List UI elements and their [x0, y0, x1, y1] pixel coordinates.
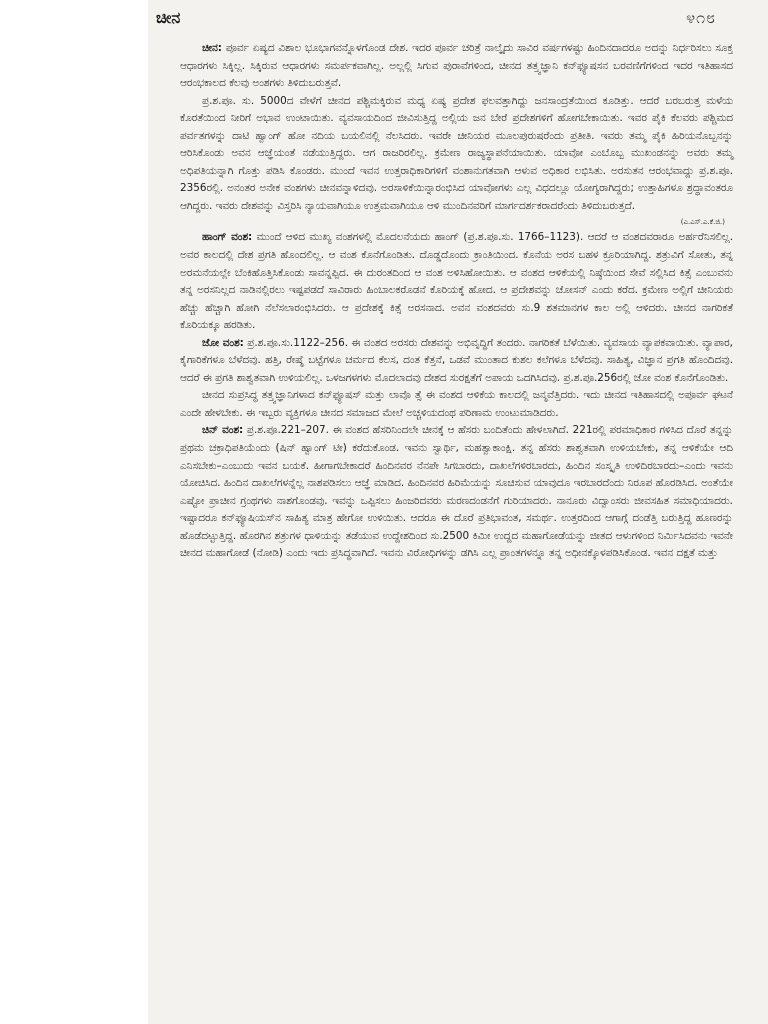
paragraph-origins — [180, 93, 733, 216]
running-head: ಚೀನ — [156, 8, 181, 27]
paragraph-text: ಪ್ರ.ಶ.ಪೂ.ಸು.1122–256. ಈ ವಂಶದ ಅರಸರು ದೇಶವನ್ನು ಅಭಿವೃದ್ಧಿಗೆ ತಂದರು. ನಾಗರಿಕತೆ ಬೆಳೆಯಿತು. ವ್ಯವಸಾಯ ವ್ಯಾಪಕವಾಯಿತು. ವ್ಯಾಪಾರ, ಕೈಗಾರಿಕೆಗಳೂ ಬೆಳೆದವು. ಹತ್ತಿ, ರೇಷ್ಮೆ ಬಟ್ಟೆಗಳೂ ಚರ್ಮದ ಕೆಲಸ, ದಂತ ಕೆತ್ತನೆ, ಒಡವೆ ಮುಂತಾದ ಕುಶಲ ಕಲೆಗಳೂ ಬೆಳೆದವು. ಸಾಹಿತ್ಯ, ವಿಜ್ಞಾನ ಪ್ರಗತಿ ಹೊಂದಿದವು. ಆದರೆ ಈ ಪ್ರಗತಿ ಶಾಶ್ವತವಾಗಿ ಉಳಿಯಲಿಲ್ಲ. ಒಳಜಗಳಗಳು ಮೊದಲಾದವು ದೇಶದ ಸುರಕ್ಷತೆಗೆ ಅಪಾಯ ಒದಗಿಸಿದವು. ಪ್ರ.ಶ.ಪೂ.256ರಲ್ಲಿ ಜೋ ವಂಶ ಕೊನೆಗೊಂಡಿತು. — [180, 336, 733, 384]
paragraph-text: ಪ್ರ.ಶ.ಪೂ. ಸು. 5000ದ ವೇಳೆಗೆ ಚೀನದ ಪಶ್ಚಿಮಕ್ಕಿರುವ ಮಧ್ಯ ಏಷ್ಯ ಪ್ರದೇಶ ಫಲವತ್ತಾಗಿದ್ದು ಜನಸಾಂದ್ರತೆಯಿಂದ ಕೂಡಿತ್ತು. ಆದರೆ ಬರಬರುತ್ತ ಮಳೆಯ ಕೊರತೆಯಿಂದ ನೀರಿಗೆ ಅಭಾವ ಉಂಟಾಯಿತು. ವ್ಯವಸಾಯದಿಂದ ಜೀವಿಸುತ್ತಿದ್ದ ಅಲ್ಲಿಯ ಜನ ಬೇರೆ ಪ್ರದೇಶಗಳಿಗೆ ಹೋಗಬೇಕಾಯಿತು. ಇವರ ಪೈಕಿ ಕೆಲವರು ಪಶ್ಚಿಮದ ಪರ್ವತಗಳನ್ನು ದಾಟಿ ಹ್ವಾಂಗ್ ಹೋ ನದಿಯ ಬಯಲಿನಲ್ಲಿ ನೆಲಸಿದರು. ಇವರೇ ಚೀನಿಯರ ಮೂಲಪುರುಷರೆಂದು ಪ್ರತೀತಿ. ಇವರು ತಮ್ಮ ಪೈಕಿ ಹಿರಿಯನೊಬ್ಬನನ್ನು ಆರಿಸಿಕೊಂಡು ಅವನ ಆಜ್ಞೆಯಂತೆ ನಡೆಯುತ್ತಿದ್ದರು. ಆಗ ರಾಜರಿರಲಿಲ್ಲ. ಕ್ರಮೇಣ ರಾಜ್ಯಸ್ಥಾಪನೆಯಾಯಿತು. ಯಾವೋ ಎಂಬೊಬ್ಬ ಮುಖಂಡನನ್ನು ಅವರು ತಮ್ಮ ಅಧಿಪತಿಯನ್ನಾಗಿ ಗೊತ್ತು ಪಡಿಸಿ ಕೊಂಡರು. ಮುಂದೆ ಇವನ ಉತ್ತರಾಧಿಕಾರಿಗಳಿಗೆ ವಂಶಾನುಗತವಾಗಿ ಆಳುವ ಅಧಿಕಾರ ಲಭಿಸಿತು. ಅರಸುತನ ಆರಂಭವಾದ್ದು ಪ್ರ.ಶ.ಪೂ. 2356ರಲ್ಲಿ. ಅನಂತರ ಅನೇಕ ವಂಶಗಳು ಚೀನವನ್ನಾಳಿದವು. ಅರಸಾಳಿಕೆಯಿನ್ನಾರಂಭಿಸಿದ ಯಾವೋಗಳು ಎಲ್ಲ ವಿಧದಲ್ಲೂ ಯೋಗ್ಯರಾಗಿದ್ದರು; ಉತ್ತಾಹಿಗಳೂ ಶ್ರದ್ಧಾವಂತರೂ ಆಗಿದ್ದರು. ಇವರು ದೇಶವನ್ನು ವಿಸ್ತರಿಸಿ ನ್ಯಾಯವಾಗಿಯೂ ಉತ್ತಮವಾಗಿಯೂ ಆಳಿ ಮುಂದಿನವರಿಗೆ ಮಾರ್ಗದರ್ಶಕರಾದರೆಂದು ತಿಳಿದುಬರುತ್ತದೆ. — [180, 94, 733, 212]
paragraph-hang-dynasty — [180, 229, 733, 334]
section-heading: ಹಾಂಗ್ ವಂಶ: — [202, 231, 253, 244]
section-heading: ಚೀನ: — [202, 42, 222, 54]
paragraph-intro — [180, 40, 733, 93]
section-heading: ಚಿನ್ ವಂಶ: — [202, 424, 244, 437]
paragraph-philosophers — [180, 387, 733, 422]
article-body — [180, 40, 733, 563]
paragraph-chin-dynasty — [180, 422, 733, 562]
paragraph-text: ಪೂರ್ವ ಏಷ್ಯದ ವಿಶಾಲ ಭೂಭಾಗವನ್ನೊಳಗೊಂಡ ದೇಶ. ಇದರ ಪೂರ್ವ ಚರಿತ್ರೆ ನಾಲ್ಕೈದು ಸಾವಿರ ವರ್ಷಗಳಷ್ಟು ಹಿಂದಿನದಾದರೂ ಅದನ್ನು ನಿರ್ಧರಿಸಲು ಸೂಕ್ತ ಆಧಾರಗಳು ಸಿಕ್ಕಿಲ್ಲ. ಸಿಕ್ಕಿರುವ ಆಧಾರಗಳು ಸಮರ್ಪಕವಾಗಿಲ್ಲ. ಅಲ್ಲಲ್ಲಿ ಸಿಗುವ ಪುರಾವೆಗಳಿಂದ, ಚೀನದ ತತ್ತ್ವಜ್ಞಾನಿ ಕನ್‌ಫ್ಯೂಷಸನ ಬರವಣಿಗೆಗಳಿಂದ ಇದರ ಇತಿಹಾಸದ ಆರಂಭಕಾಲದ ಕೆಲವು ಅಂಶಗಳು ತಿಳಿದುಬರುತ್ತವೆ. — [180, 42, 733, 90]
paragraph-text: ಚೀನದ ಸುಪ್ರಸಿದ್ಧ ತತ್ತ್ವಜ್ಞಾನಿಗಳಾದ ಕನ್‌ಫ್ಯೂಷಸ್ ಮತ್ತು ಲಾವೊ ತ್ಸೆ ಈ ವಂಶದ ಆಳಿಕೆಯ ಕಾಲದಲ್ಲಿ ಜನ್ಮವೆತ್ತಿದರು. ಇದು ಚೀನದ ಇತಿಹಾಸದಲ್ಲಿ ಅಪೂರ್ವ ಘಟನೆ ಎಂದೇ ಹೇಳಬೇಕು. ಈ ಇಬ್ಬರು ವ್ಯಕ್ತಿಗಳೂ ಚೀನದ ಸಮಾಜದ ಮೇಲೆ ಅಚ್ಚಳಿಯದಂಥ ಪರಿಣಾಮ ಉಂಟುಮಾಡಿದರು. — [180, 389, 733, 419]
paragraph-text: ಪ್ರ.ಶ.ಪೂ.221–207. ಈ ವಂಶದ ಹೆಸರಿನಿಂದಲೇ ಚೀನಕ್ಕೆ ಆ ಹೆಸರು ಬಂದಿತೆಂದು ಹೇಳಲಾಗಿದೆ. 221ರಲ್ಲಿ ಪರಮಾಧಿಕಾರ ಗಳಿಸಿದ ದೊರೆ ತನ್ನನ್ನು ಪ್ರಥಮ ಚಕ್ರಾಧಿಪತಿಯೆಂದು (ಷಿನ್ ಹ್ವಾಂಗ್ ಟೀ) ಕರೆದುಕೊಂಡ. ಇವನು ಸ್ವಾರ್ಥಿ, ಮಹತ್ವಾಕಾಂಕ್ಷಿ. ತನ್ನ ಹೆಸರು ಶಾಶ್ವತವಾಗಿ ಉಳಿಯಬೇಕು, ತನ್ನ ಆಳಿಕೆಯೇ ಆದಿ ಎನಿಸಬೇಕು–ಎಂಬುದು ಇವನ ಬಯಕೆ. ಹೀಗಾಗಬೇಕಾದರೆ ಹಿಂದಿನವರ ನೆನಪೇ ಸಿಗಬಾರದು, ದಾಖಲೆಗಳಿರಬಾರದು, ಹಿಂದಿನ ಸಂಸ್ಕೃತಿ ಉಳಿದಿರಬಾರದು–ಎಂದು ಇವನು ಯೋಚಿಸಿದ. ಹಿಂದಿನ ದಾಖಲೆಗಳನ್ನೆಲ್ಲ ನಾಶಪಡಿಸಲು ಆಜ್ಞೆ ಮಾಡಿದ. ಹಿಂದಿನವರ ಹಿರಿಮೆಯನ್ನು ಸೂಚಿಸುವ ಯಾವುದೂ ಇರಬಾರದೆಂದು ನಿರೂಪ ಹೊರಡಿಸಿದ. ಅಂತೆಯೇ ಎಷ್ಟೋ ಪ್ರಾಚೀನ ಗ್ರಂಥಗಳು ನಾಶಗೊಂಡವು. ಇವನ್ನು ಒಪ್ಪಿಸಲು ಹಿಂಜರಿದವರು ಮರಣದಂಡನೆಗೆ ಗುರಿಯಾದರು. ನಾನೂರು ವಿದ್ವಾಂಸರು ಜೀವಸಹಿತ ಸಮಾಧಿಯಾದರು. ಇಷ್ಟಾದರೂ ಕನ್‌ಫ್ಯೂಷಿಯಸ್‌ನ ಸಾಹಿತ್ಯ ಮಾತ್ರ ಹೇಗೋ ಉಳಿಯಿತು. ಆದರೂ ಈ ದೊರೆ ಪ್ರತಿಭಾವಂತ, ಸಮರ್ಥ. ಉತ್ತರದಿಂದ ಆಗಾಗ್ಗೆ ದಂಡೆತ್ತಿ ಬರುತ್ತಿದ್ದ ಹೂಣರನ್ನು ಹೊಡೆದಟ್ಟುತ್ತಿದ್ದ. ಹೊರಗಿನ ಶತ್ರುಗಳ ಧಾಳಿಯನ್ನು ತಡೆಯುವ ಉದ್ದೇಶದಿಂದ ಸು.2500 ಕಿಮೀ ಉದ್ದದ ಮಹಾಗೋಡೆಯನ್ನು ಜೀತದ ಆಳುಗಳಿಂದ ನಿರ್ಮಿಸಿದವನು ಇವನೇ ಚೀನದ ಮಹಾಗೋಡೆ (ನೋಡಿ) ಎಂದು ಇದು ಪ್ರಸಿದ್ಧವಾಗಿದೆ. ಇವನು ವಿರೋಧಿಗಳನ್ನು ಡಗಿಸಿ ಎಲ್ಲ ಪ್ರಾಂತಗಳನ್ನೂ ತನ್ನ ಅಧೀನಕ್ಕೊಳಪಡಿಸಿಕೊಂಡ. ಇವನ ದಕ್ಷತೆ ಮತ್ತು — [180, 424, 733, 560]
paragraph-jo-dynasty — [180, 335, 733, 388]
section-heading: ಜೋ ವಂಶ: — [202, 336, 244, 349]
author-initials: (ಎ.ಎಸ್.ಎ.ಕೆ.ಜಿ.) — [680, 218, 725, 227]
page-header — [156, 6, 716, 32]
paragraph-text: ಮುಂದೆ ಆಳಿದ ಮುಖ್ಯ ವಂಶಗಳಲ್ಲಿ ಮೊದಲನೆಯದು ಹಾಂಗ್ (ಪ್ರ.ಶ.ಪೂ.ಸು. 1766–1123). ಆದರೆ ಆ ವಂಶದವರಾರೂ ಅರ್ಹರೆನಿಸಲಿಲ್ಲ. ಅವರ ಕಾಲದಲ್ಲಿ ದೇಶ ಪ್ರಗತಿ ಹೊಂದಲಿಲ್ಲ. ಆ ವಂಶ ಕೊನೆಗೊಂಡಿತು. ದೊಡ್ಡದೊಂದು ಕ್ರಾಂತಿಯಿಂದ. ಕೊನೆಯ ಅರಸ ಬಹಳ ಕ್ರೂರಿಯಾಗಿದ್ದ. ಶತ್ರುವಿಗೆ ಸೋತು, ತನ್ನ ಅರಮನೆಯಲ್ಲೇ ಬೆಂಕಿಹೊತ್ತಿಸಿಕೊಂಡು ಸಾವನ್ನಪ್ಪಿದ. ಈ ದುರಂತದಿಂದ ಆ ವಂಶ ಅಳಿಸಿಹೋಯಿತು. ಆ ವಂಶದ ಆಳಿಕೆಯಲ್ಲಿ ನಿಷ್ಠೆಯಿಂದ ಸೇವೆ ಸಲ್ಲಿಸಿದ ಕಿತ್ಸೆ ಎಂಬುವನು ತನ್ನ ಅರಸನಿಲ್ಲದ ನಾಡಿನಲ್ಲಿರಲು ಇಷ್ಟಪಡದೆ ಸಾವಿರಾರು ಹಿಂಬಾಲಕರೊಡನೆ ಕೊರಿಯಕ್ಕೆ ಹೋದ. ಆ ಪ್ರದೇಶವನ್ನು ಚೋಸನ್ ಎಂದು ಕರೆದ. ಕ್ರಮೇಣ ಅಲ್ಲಿಗೆ ಚೀನಿಯರು ಹೆಚ್ಚು ಹೆಚ್ಚಾಗಿ ಹೋಗಿ ನೆಲೆಸಲಾರಂಭಿಸಿದರು. ಆ ಪ್ರದೇಶಕ್ಕೆ ಕಿತ್ಸೆ ಅರಸನಾದ. ಅವನ ವಂಶದವರು ಸು.9 ಶತಮಾನಗಳ ಕಾಲ ಅಲ್ಲಿ ಆಳಿದರು. ಚೀನದ ನಾಗರಿಕತೆ ಕೊರಿಯಕ್ಕೂ ಹರಡಿತು. — [180, 231, 734, 332]
page-number: ೪೧೮ — [686, 8, 716, 27]
